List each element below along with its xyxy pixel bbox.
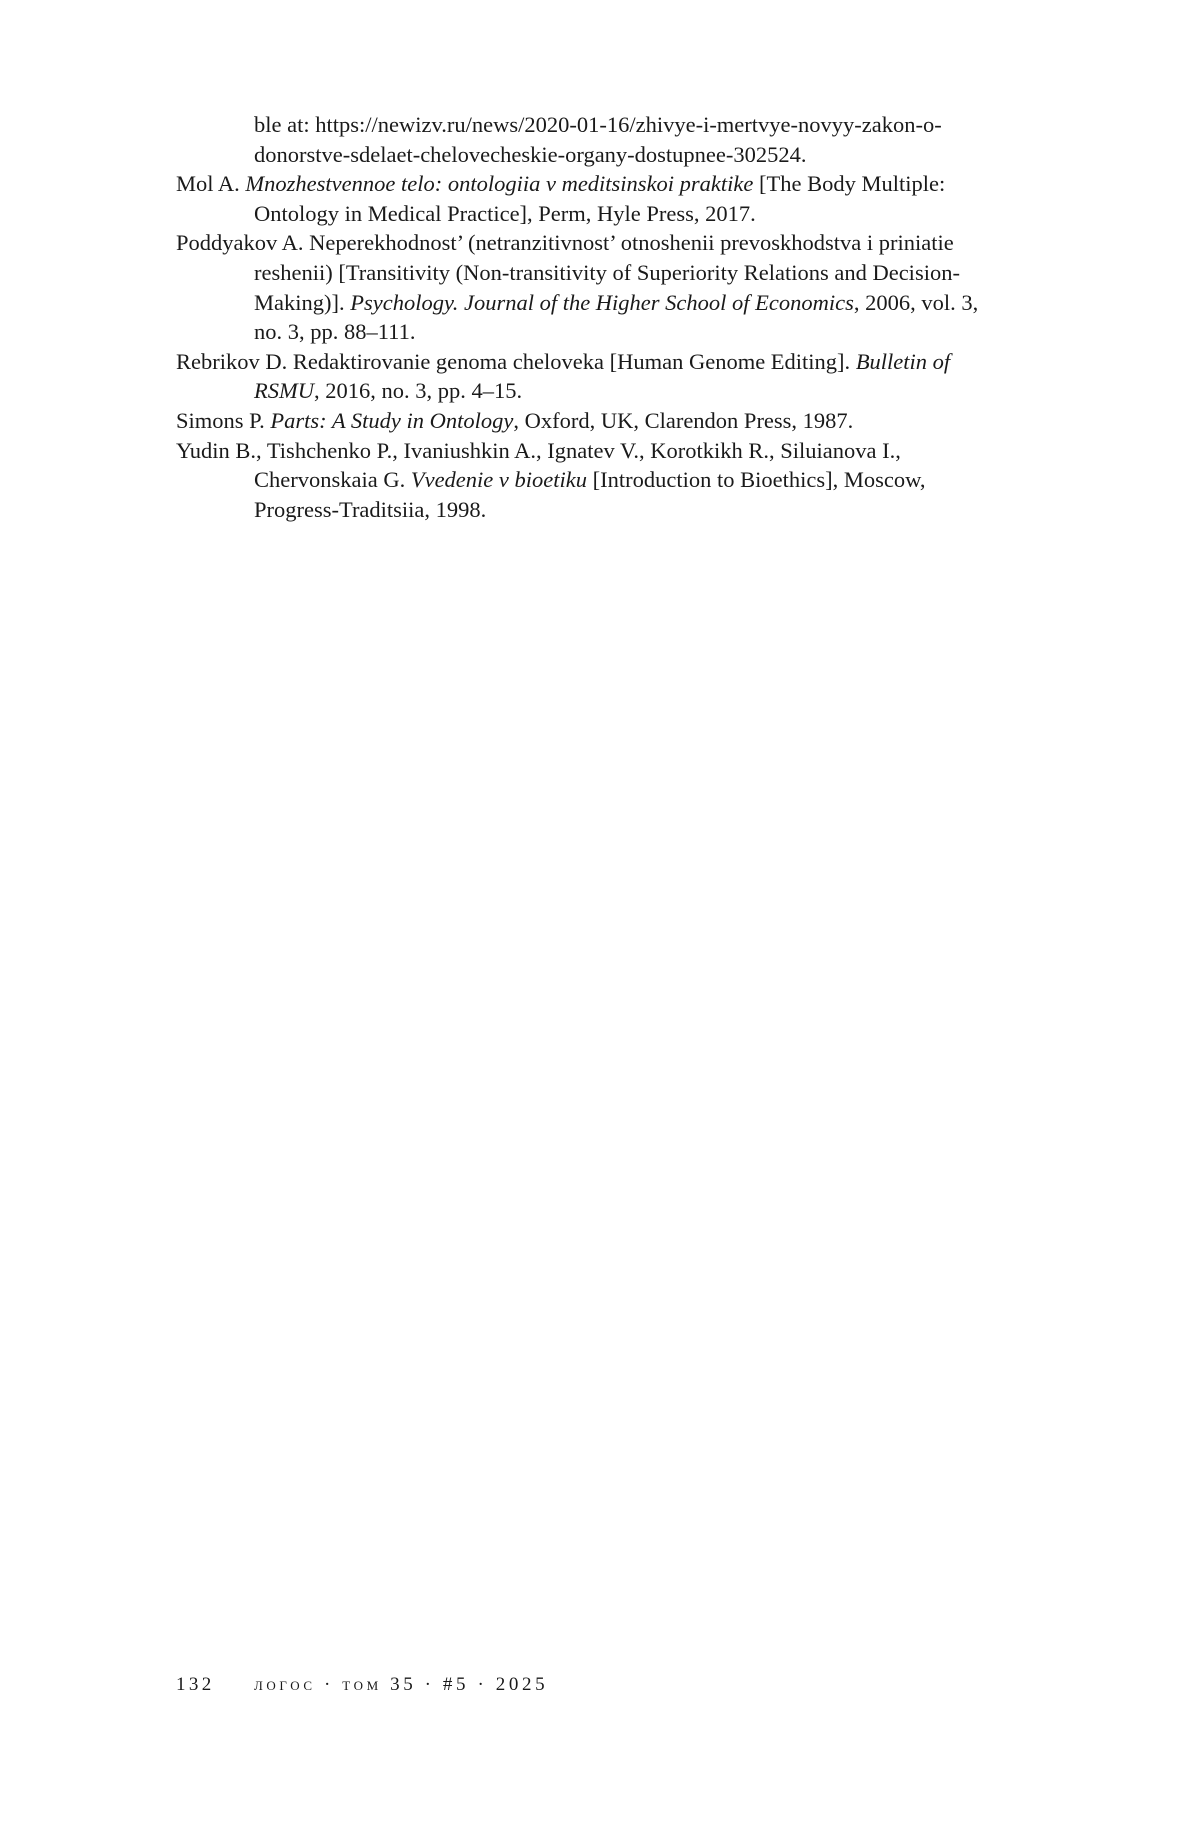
reference-text: Simons P.: [176, 407, 271, 433]
running-title: логос · том 35 · #5 · 2025: [254, 1674, 549, 1695]
reference-entry: [176, 406, 1006, 436]
reference-title: Vvedenie v bioetiku: [410, 467, 587, 493]
reference-text: ble at: https://newizv.ru/news/2020-01-16/zhivye-i-mertvye-novyy-zakon-o-donorstve-sdelaet-chelovecheskie-organy-dostupnee-302524.: [254, 112, 942, 167]
reference-entry: [176, 436, 1006, 525]
reference-list: [176, 110, 1006, 524]
reference-text: Poddyakov A. Neperekhodnost’ (netranzitivnost’ otnoshenii prevoskhodstva i priniatie reshenii) [Transitivity (Non-transitivity of Superiority Relations and Decision-Making)].: [176, 230, 960, 315]
reference-text: [Introduction to Bioethics], Moscow, Progress-Traditsiia, 1998.: [254, 467, 926, 522]
reference-text: Yudin B., Tishchenko P., Ivaniushkin A., Ignatev V., Korotkikh R., Siluianova I., Chervonskaia G.: [176, 437, 901, 493]
reference-entry: [176, 169, 1006, 228]
reference-text: Rebrikov D. Redaktirovanie genoma cheloveka [Human Genome Editing].: [176, 348, 856, 374]
page-number: 132: [176, 1674, 215, 1695]
reference-text: , 2016, no. 3, pp. 4–15.: [314, 378, 523, 404]
reference-title: Mnozhestvennoe telo: ontologiia v meditsinskoi praktike: [245, 171, 754, 197]
reference-title: Psychology. Journal of the Higher School of Economics: [350, 289, 854, 315]
reference-text: [The Body Multiple: Ontology in Medical Practice], Perm, Hyle Press, 2017.: [254, 171, 946, 226]
reference-continuation: [176, 110, 1006, 169]
reference-text: Mol A.: [176, 171, 246, 197]
reference-text: , Oxford, UK, Clarendon Press, 1987.: [513, 407, 854, 433]
reference-title: Parts: A Study in Ontology: [270, 407, 514, 433]
reference-title: Bulletin of RSMU: [254, 348, 951, 404]
reference-entry: [176, 347, 1006, 406]
reference-entry: [176, 228, 1006, 346]
page-footer: [176, 1674, 548, 1696]
reference-text: , 2006, vol. 3, no. 3, pp. 88–111.: [254, 289, 979, 345]
